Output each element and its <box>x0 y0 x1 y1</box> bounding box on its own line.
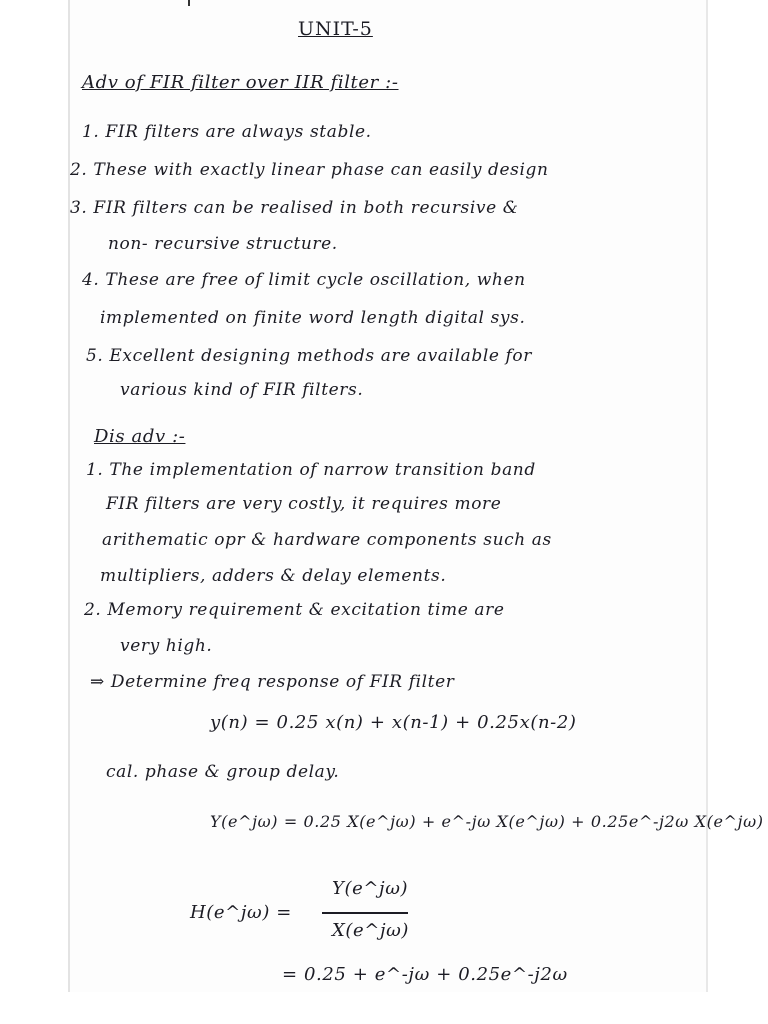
problem-statement: ⇒ Determine freq response of FIR filter <box>90 672 455 692</box>
difference-equation: y(n) = 0.25 x(n) + x(n-1) + 0.25x(n-2) <box>210 712 577 733</box>
disadvantage-line-4: multipliers, adders & delay elements. <box>100 566 447 586</box>
unit-title: UNIT-5 <box>298 18 373 40</box>
disadvantages-heading: Dis adv :- <box>94 426 186 447</box>
advantages-heading: Adv of FIR filter over IIR filter :- <box>82 72 399 93</box>
disadvantage-line-3: arithematic opr & hardware components such as <box>102 530 552 550</box>
disadvantage-line-1: 1. The implementation of narrow transition band <box>86 460 536 480</box>
advantage-line-3: 3. FIR filters can be realised in both recursive & <box>70 198 519 218</box>
output-transform-equation: Y(e^jω) = 0.25 X(e^jω) + e^-jω X(e^jω) + 0.25e^-j2ω X(e^jω) <box>210 812 764 831</box>
disadvantage-line-2: FIR filters are very costly, it requires more <box>106 494 502 514</box>
advantage-line-2: 2. These with exactly linear phase can easily design <box>70 160 549 180</box>
transfer-function-numerator: Y(e^jω) <box>332 878 409 899</box>
transfer-function-lhs: H(e^jω) = <box>190 902 292 923</box>
advantage-line-8: various kind of FIR filters. <box>120 380 364 400</box>
problem-task: cal. phase & group delay. <box>106 762 340 782</box>
disadvantage-line-6: very high. <box>120 636 213 656</box>
advantage-line-1: 1. FIR filters are always stable. <box>82 122 372 142</box>
transfer-function-denominator: X(e^jω) <box>332 920 410 941</box>
advantage-line-7: 5. Excellent designing methods are available for <box>86 346 532 366</box>
advantage-line-6: implemented on finite word length digital sys. <box>100 308 526 328</box>
transfer-function-result: = 0.25 + e^-jω + 0.25e^-j2ω <box>282 964 568 985</box>
advantage-line-5: 4. These are free of limit cycle oscillation, when <box>82 270 526 290</box>
page-top-mark <box>188 0 190 6</box>
disadvantage-line-5: 2. Memory requirement & excitation time are <box>84 600 505 620</box>
advantage-line-4: non- recursive structure. <box>108 234 338 254</box>
fraction-bar <box>322 912 408 914</box>
notebook-page <box>68 0 764 992</box>
